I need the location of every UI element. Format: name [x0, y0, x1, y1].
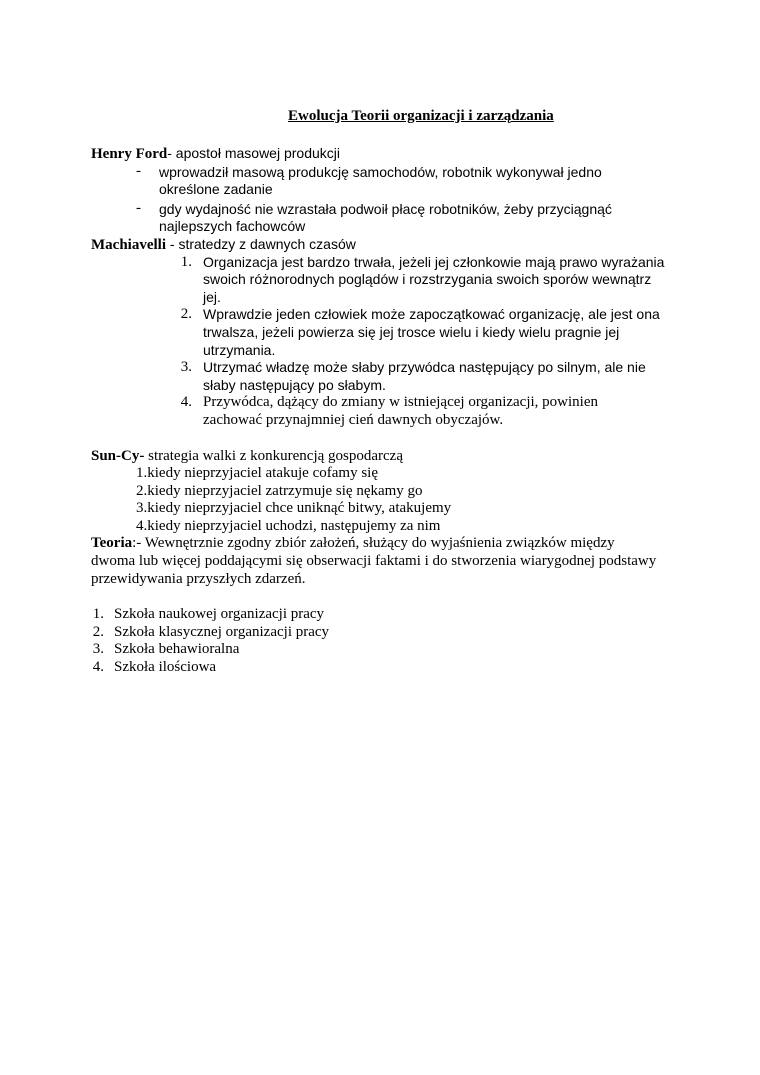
list-item: trwalsza, jeżeli powierza się jej trosce wielu i kiedy wielu pragnie jej — [203, 324, 620, 340]
list-item: utrzymania. — [203, 342, 276, 358]
list-number: 1. — [92, 606, 104, 622]
list-item: Organizacja jest bardzo trwała, jeżeli jej członkowie mają prawo wyrażania — [203, 254, 665, 270]
list-item: 4.kiedy nieprzyjaciel uchodzi, następujemy za nim — [136, 518, 441, 534]
list-item: słaby następujący po słabym. — [203, 377, 386, 393]
paragraph-line: przewidywania przyszłych zdarzeń. — [91, 571, 306, 587]
list-number: 4. — [92, 659, 104, 675]
machiavelli-name: Machiavelli — [91, 237, 166, 253]
list-item: Szkoła ilościowa — [114, 659, 217, 675]
list-item: Szkoła naukowej organizacji pracy — [114, 606, 325, 622]
list-item: zachować przynajmniej cień dawnych obyczajów. — [203, 412, 504, 428]
suncy-name: Sun-Cy- — [91, 448, 145, 464]
list-item: określone zadanie — [159, 181, 273, 197]
ford-bullet-marker: - — [136, 163, 141, 179]
list-number: 2. — [92, 624, 104, 640]
list-item: Wprawdzie jeden człowiek może zapoczątkować organizację, ale jest ona — [203, 306, 660, 322]
list-item: 3.kiedy nieprzyjaciel chce uniknąć bitwy, atakujemy — [136, 500, 452, 516]
ford-heading — [91, 144, 340, 163]
teoria-heading — [91, 534, 615, 552]
list-item: 2.kiedy nieprzyjaciel zatrzymuje się nękamy go — [136, 483, 423, 499]
list-item: gdy wydajność nie wzrastała podwoił płacę robotników, żeby przyciągnąć — [159, 201, 612, 217]
ford-description: - apostoł masowej produkcji — [167, 145, 340, 161]
suncy-description: strategia walki z konkurencją gospodarczą — [144, 448, 403, 464]
list-item: Szkoła behawioralna — [114, 641, 240, 657]
list-item: najlepszych fachowców — [159, 218, 306, 234]
list-item: wprowadził masową produkcję samochodów, robotnik wykonywał jedno — [159, 164, 602, 180]
machiavelli-heading — [91, 235, 356, 254]
ford-bullet-marker: - — [136, 200, 141, 216]
list-item: jej. — [203, 289, 221, 305]
suncy-heading — [91, 447, 403, 465]
list-number: 3. — [92, 641, 104, 657]
list-item: 1.kiedy nieprzyjaciel atakuje cofamy się — [136, 465, 378, 481]
list-number: 2. — [180, 306, 192, 322]
teoria-text: :- Wewnętrznie zgodny zbiór założeń, służący do wyjaśnienia związków między — [132, 535, 615, 551]
list-item: Utrzymać władzę może słaby przywódca następujący po silnym, ale nie — [203, 359, 646, 375]
list-item: swoich różnorodnych poglądów i rozstrzygania swoich sporów wewnątrz — [203, 271, 652, 287]
list-number: 3. — [180, 359, 192, 375]
paragraph-line: dwoma lub więcej poddającymi się obserwacji faktami i do stworzenia wiarygodnej podstawy — [91, 553, 657, 569]
ford-name: Henry Ford — [91, 146, 168, 162]
list-number: 1. — [180, 254, 192, 270]
teoria-name: Teoria — [91, 535, 133, 551]
list-item: Szkoła klasycznej organizacji pracy — [114, 624, 330, 640]
page-title: Ewolucja Teorii organizacji i zarządzania — [288, 108, 554, 124]
machiavelli-description: - stratedzy z dawnych czasów — [166, 236, 356, 252]
list-number: 4. — [180, 394, 192, 410]
list-item: Przywódca, dążący do zmiany w istniejącej organizacji, powinien — [203, 394, 598, 410]
